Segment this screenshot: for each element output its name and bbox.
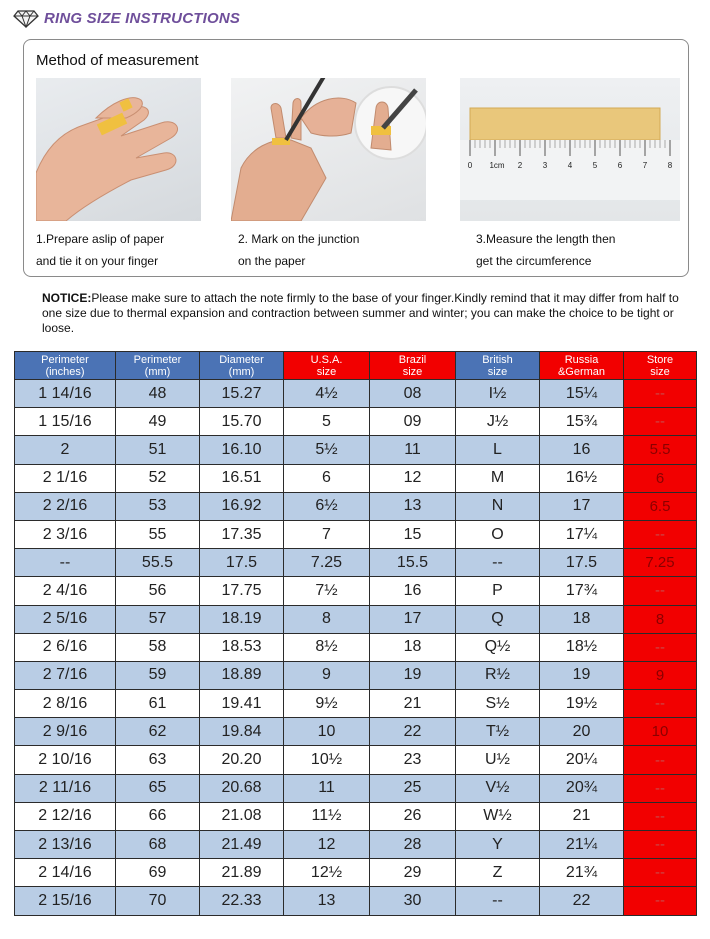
perimeter-inches-cell: 2 6/16 [15,633,116,661]
usa-size-cell: 11 [284,774,370,802]
store-size-cell: -- [624,746,697,774]
british-size-cell: Y [456,831,540,859]
perimeter-mm-cell: 49 [116,408,200,436]
russia-german-size-cell: 18½ [540,633,624,661]
usa-size-cell: 8½ [284,633,370,661]
step-1-line-2: and tie it on your finger [36,254,159,268]
british-size-cell: W½ [456,802,540,830]
russia-german-size-cell: 16 [540,436,624,464]
russia-german-size-cell: 22 [540,887,624,915]
brazil-size-cell: 26 [370,802,456,830]
brazil-size-cell: 17 [370,605,456,633]
table-row [15,436,697,464]
usa-size-cell: 9 [284,661,370,689]
ruler-label: 4 [567,161,573,170]
perimeter-mm-cell: 69 [116,859,200,887]
perimeter-inches-cell: 2 15/16 [15,887,116,915]
header-diameter-mm: Diameter (mm) [200,352,284,380]
diameter-mm-cell: 15.70 [200,408,284,436]
diameter-mm-cell: 17.75 [200,577,284,605]
title-bar [0,0,710,40]
usa-size-cell: 9½ [284,690,370,718]
table-row [15,605,697,633]
brazil-size-cell: 11 [370,436,456,464]
british-size-cell: -- [456,549,540,577]
perimeter-mm-cell: 57 [116,605,200,633]
store-size-cell: 8 [624,605,697,633]
diameter-mm-cell: 16.92 [200,492,284,520]
diameter-mm-cell: 16.51 [200,464,284,492]
hand-with-paper-image [36,78,201,221]
table-row [15,887,697,915]
russia-german-size-cell: 17¾ [540,577,624,605]
step-1-line-1: 1.Prepare aslip of paper [36,232,165,246]
russia-german-size-cell: 20¾ [540,774,624,802]
russia-german-size-cell: 17 [540,492,624,520]
table-row [15,661,697,689]
table-row [15,408,697,436]
brazil-size-cell: 09 [370,408,456,436]
step-2-text [238,228,428,272]
table-row [15,802,697,830]
usa-size-cell: 8 [284,605,370,633]
british-size-cell: N [456,492,540,520]
diameter-mm-cell: 15.27 [200,380,284,408]
page-title: RING SIZE INSTRUCTIONS [44,10,241,27]
russia-german-size-cell: 21 [540,802,624,830]
table-row [15,859,697,887]
ruler-measure-image [460,78,680,221]
table-row [15,549,697,577]
header-perimeter-mm: Perimeter (mm) [116,352,200,380]
diameter-mm-cell: 16.10 [200,436,284,464]
diameter-mm-cell: 18.53 [200,633,284,661]
russia-german-size-cell: 17.5 [540,549,624,577]
brazil-size-cell: 25 [370,774,456,802]
notice-label: NOTICE: [42,291,92,305]
brazil-size-cell: 13 [370,492,456,520]
perimeter-inches-cell: 2 2/16 [15,492,116,520]
ruler-label: 3 [542,161,548,170]
russia-german-size-cell: 15¾ [540,408,624,436]
store-size-cell: -- [624,802,697,830]
step-2-line-1: 2. Mark on the junction [238,232,360,246]
store-size-cell: 9 [624,661,697,689]
perimeter-inches-cell: 2 12/16 [15,802,116,830]
perimeter-mm-cell: 53 [116,492,200,520]
store-size-cell: -- [624,520,697,548]
table-row [15,718,697,746]
brazil-size-cell: 23 [370,746,456,774]
step-3-line-1: 3.Measure the length then [476,232,616,246]
british-size-cell: L [456,436,540,464]
ruler-label: 6 [617,161,623,170]
perimeter-mm-cell: 65 [116,774,200,802]
british-size-cell: T½ [456,718,540,746]
perimeter-inches-cell: 1 14/16 [15,380,116,408]
usa-size-cell: 10 [284,718,370,746]
diameter-mm-cell: 18.19 [200,605,284,633]
table-row [15,633,697,661]
perimeter-inches-cell: 2 10/16 [15,746,116,774]
store-size-cell: 10 [624,718,697,746]
russia-german-size-cell: 15¼ [540,380,624,408]
diameter-mm-cell: 20.68 [200,774,284,802]
usa-size-cell: 5½ [284,436,370,464]
diameter-mm-cell: 21.08 [200,802,284,830]
perimeter-mm-cell: 56 [116,577,200,605]
perimeter-mm-cell: 52 [116,464,200,492]
table-row [15,380,697,408]
british-size-cell: V½ [456,774,540,802]
russia-german-size-cell: 18 [540,605,624,633]
russia-german-size-cell: 19½ [540,690,624,718]
store-size-cell: -- [624,859,697,887]
perimeter-inches-cell: 2 3/16 [15,520,116,548]
brazil-size-cell: 16 [370,577,456,605]
british-size-cell: U½ [456,746,540,774]
header-usa-size: U.S.A. size [284,352,370,380]
perimeter-inches-cell: 2 5/16 [15,605,116,633]
brazil-size-cell: 08 [370,380,456,408]
store-size-cell: 6.5 [624,492,697,520]
perimeter-mm-cell: 55 [116,520,200,548]
store-size-cell: -- [624,380,697,408]
store-size-cell: 5.5 [624,436,697,464]
diameter-mm-cell: 21.89 [200,859,284,887]
british-size-cell: R½ [456,661,540,689]
usa-size-cell: 11½ [284,802,370,830]
british-size-cell: Q½ [456,633,540,661]
notice-text [42,291,682,336]
store-size-cell: 6 [624,464,697,492]
diameter-mm-cell: 20.20 [200,746,284,774]
ring-size-table [14,351,697,916]
diameter-mm-cell: 21.49 [200,831,284,859]
diameter-mm-cell: 17.5 [200,549,284,577]
russia-german-size-cell: 19 [540,661,624,689]
diameter-mm-cell: 17.35 [200,520,284,548]
usa-size-cell: 7.25 [284,549,370,577]
brazil-size-cell: 30 [370,887,456,915]
russia-german-size-cell: 20 [540,718,624,746]
british-size-cell: Q [456,605,540,633]
usa-size-cell: 6½ [284,492,370,520]
header-store-size: Store size [624,352,697,380]
perimeter-mm-cell: 58 [116,633,200,661]
method-title: Method of measurement [36,52,199,69]
marking-pen-image [231,78,426,221]
perimeter-mm-cell: 66 [116,802,200,830]
british-size-cell: -- [456,887,540,915]
usa-size-cell: 10½ [284,746,370,774]
diameter-mm-cell: 19.41 [200,690,284,718]
store-size-cell: -- [624,887,697,915]
russia-german-size-cell: 20¼ [540,746,624,774]
perimeter-mm-cell: 55.5 [116,549,200,577]
brazil-size-cell: 12 [370,464,456,492]
perimeter-inches-cell: -- [15,549,116,577]
brazil-size-cell: 21 [370,690,456,718]
brazil-size-cell: 28 [370,831,456,859]
russia-german-size-cell: 17¼ [540,520,624,548]
brazil-size-cell: 18 [370,633,456,661]
step-1-text [36,228,211,272]
ruler-label: 8 [667,161,673,170]
british-size-cell: I½ [456,380,540,408]
store-size-cell: 7.25 [624,549,697,577]
perimeter-inches-cell: 2 9/16 [15,718,116,746]
store-size-cell: -- [624,577,697,605]
perimeter-mm-cell: 70 [116,887,200,915]
usa-size-cell: 7 [284,520,370,548]
brazil-size-cell: 22 [370,718,456,746]
usa-size-cell: 7½ [284,577,370,605]
perimeter-inches-cell: 2 4/16 [15,577,116,605]
store-size-cell: -- [624,774,697,802]
perimeter-inches-cell: 1 15/16 [15,408,116,436]
method-panel [23,39,689,277]
perimeter-mm-cell: 62 [116,718,200,746]
diameter-mm-cell: 18.89 [200,661,284,689]
store-size-cell: -- [624,408,697,436]
british-size-cell: P [456,577,540,605]
store-size-cell: -- [624,690,697,718]
perimeter-mm-cell: 48 [116,380,200,408]
usa-size-cell: 4½ [284,380,370,408]
perimeter-inches-cell: 2 [15,436,116,464]
table-row [15,464,697,492]
usa-size-cell: 12½ [284,859,370,887]
usa-size-cell: 13 [284,887,370,915]
perimeter-mm-cell: 63 [116,746,200,774]
british-size-cell: S½ [456,690,540,718]
table-row [15,746,697,774]
store-size-cell: -- [624,831,697,859]
store-size-cell: -- [624,633,697,661]
diamond-icon [13,10,39,28]
brazil-size-cell: 29 [370,859,456,887]
perimeter-mm-cell: 51 [116,436,200,464]
header-russia-german-size: Russia &German [540,352,624,380]
perimeter-inches-cell: 2 13/16 [15,831,116,859]
table-header-row [15,352,697,380]
table-row [15,690,697,718]
brazil-size-cell: 15 [370,520,456,548]
brazil-size-cell: 19 [370,661,456,689]
british-size-cell: J½ [456,408,540,436]
table-row [15,577,697,605]
step-3-line-2: get the circumference [476,254,592,268]
ruler-label: 7 [642,161,648,170]
table-row [15,492,697,520]
ruler-label: 1cm [489,161,505,170]
british-size-cell: Z [456,859,540,887]
header-brazil-size: Brazil size [370,352,456,380]
table-body [15,380,697,916]
step-2-line-2: on the paper [238,254,306,268]
ruler-label: 0 [467,161,473,170]
russia-german-size-cell: 16½ [540,464,624,492]
diameter-mm-cell: 19.84 [200,718,284,746]
header-perimeter-inches: Perimeter (inches) [15,352,116,380]
usa-size-cell: 6 [284,464,370,492]
perimeter-mm-cell: 61 [116,690,200,718]
ruler-label: 2 [517,161,523,170]
perimeter-mm-cell: 68 [116,831,200,859]
header-british-size: British size [456,352,540,380]
russia-german-size-cell: 21¾ [540,859,624,887]
table-row [15,831,697,859]
british-size-cell: M [456,464,540,492]
perimeter-inches-cell: 2 14/16 [15,859,116,887]
perimeter-inches-cell: 2 8/16 [15,690,116,718]
russia-german-size-cell: 21¼ [540,831,624,859]
perimeter-mm-cell: 59 [116,661,200,689]
british-size-cell: O [456,520,540,548]
usa-size-cell: 12 [284,831,370,859]
diameter-mm-cell: 22.33 [200,887,284,915]
table-row [15,774,697,802]
notice-body: Please make sure to attach the note firmly to the base of your finger.Kindly remind that it may differ from half to one size due to thermal expansion and contraction between summer and winter; you can make the choice to be tight or loose. [42,291,679,335]
ruler-label: 5 [592,161,598,170]
brazil-size-cell: 15.5 [370,549,456,577]
perimeter-inches-cell: 2 1/16 [15,464,116,492]
usa-size-cell: 5 [284,408,370,436]
step-3-text [476,228,676,272]
perimeter-inches-cell: 2 7/16 [15,661,116,689]
table-row [15,520,697,548]
perimeter-inches-cell: 2 11/16 [15,774,116,802]
